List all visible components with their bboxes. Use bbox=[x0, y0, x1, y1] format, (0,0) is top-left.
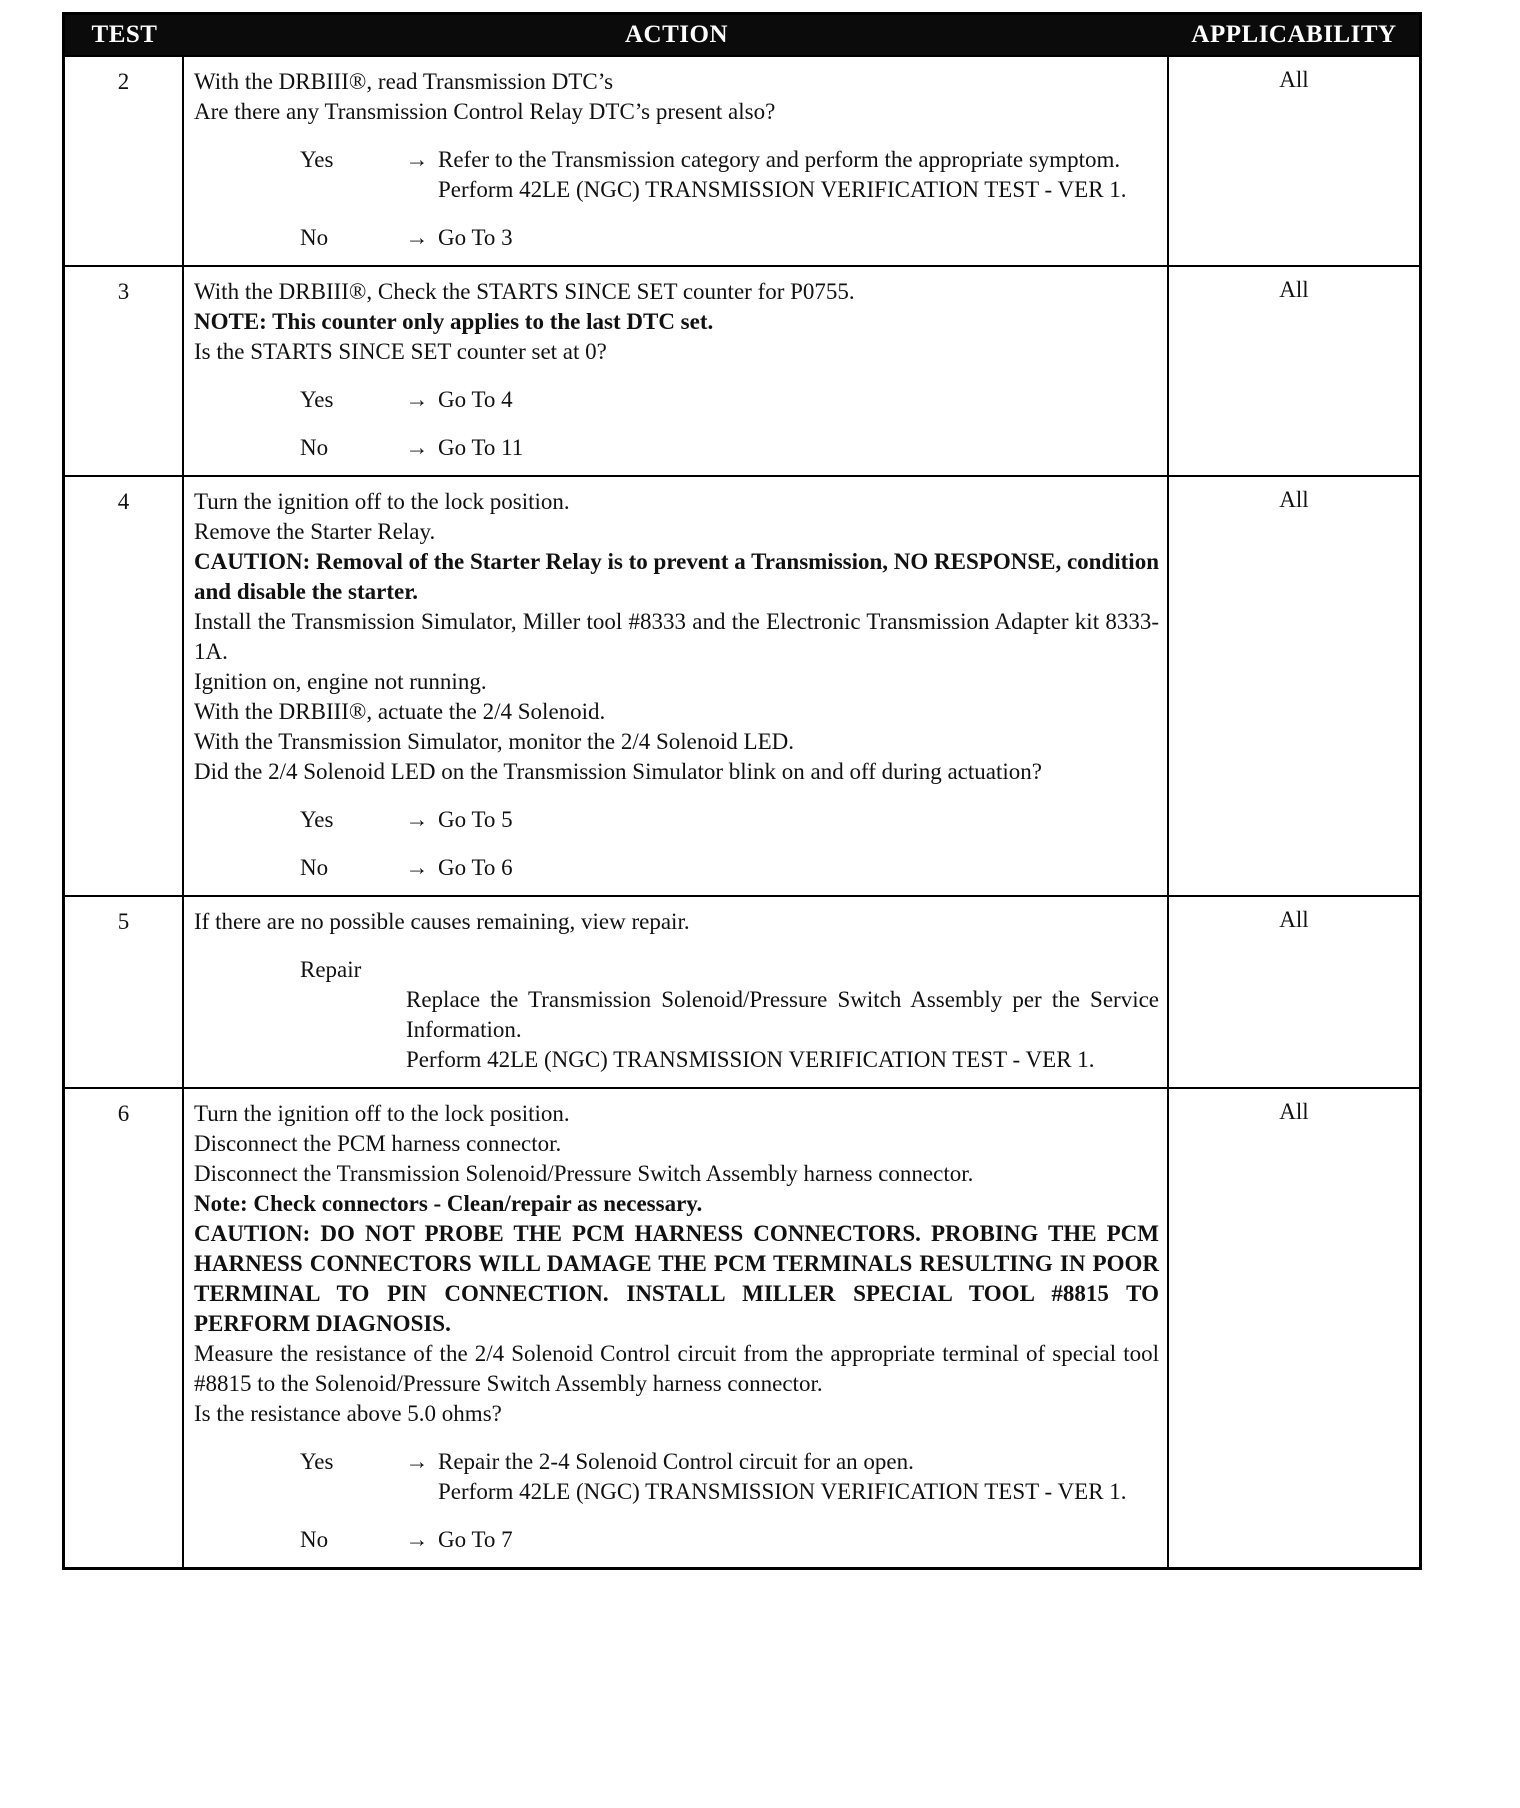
yes-text: Go To 5 bbox=[438, 807, 513, 832]
action-line: Turn the ignition off to the lock position. bbox=[194, 489, 570, 514]
no-option bbox=[194, 853, 1159, 883]
header-applicability: APPLICABILITY bbox=[1191, 21, 1397, 48]
action-cell bbox=[184, 477, 1169, 895]
no-text: Go To 7 bbox=[438, 1527, 513, 1552]
header-action: ACTION bbox=[624, 21, 728, 48]
no-label: No bbox=[300, 225, 329, 250]
caution-text: CAUTION: Removal of the Starter Relay is to prevent a Transmission, NO RESPONSE, condition and disable the starter. bbox=[194, 549, 1159, 604]
repair-text: Replace the Transmission Solenoid/Pressure Switch Assembly per the Service Information. bbox=[406, 987, 1159, 1042]
test-number: 6 bbox=[65, 1089, 184, 1567]
action-line: With the DRBIII®, Check the STARTS SINCE SET counter for P0755. bbox=[194, 279, 855, 304]
arrow-icon: → bbox=[405, 1449, 429, 1474]
applicability-value: All bbox=[1279, 907, 1309, 932]
arrow-icon: → bbox=[405, 387, 429, 412]
action-cell bbox=[184, 267, 1169, 475]
action-line: Disconnect the PCM harness connector. bbox=[194, 1131, 562, 1156]
no-text: Go To 6 bbox=[438, 855, 513, 880]
no-text: Go To 11 bbox=[438, 435, 524, 460]
applicability-value: All bbox=[1279, 277, 1309, 302]
action-line: With the DRBIII®, actuate the 2/4 Solenoid. bbox=[194, 699, 606, 724]
yes-option bbox=[194, 1447, 1159, 1507]
action-line: With the DRBIII®, read Transmission DTC’s bbox=[194, 69, 614, 94]
no-label: No bbox=[300, 1527, 329, 1552]
action-line: Measure the resistance of the 2/4 Solenoid Control circuit from the appropriate terminal of special tool #8815 to the Solenoid/Pressure Switch Assembly harness connector. bbox=[194, 1341, 1159, 1396]
yes-text-2: Perform 42LE (NGC) TRANSMISSION VERIFICATION TEST - VER 1. bbox=[438, 177, 1127, 202]
arrow-icon: → bbox=[405, 225, 429, 250]
no-label: No bbox=[300, 855, 329, 880]
yes-text: Go To 4 bbox=[438, 387, 513, 412]
applicability-value: All bbox=[1279, 1099, 1309, 1124]
yes-option bbox=[194, 385, 1159, 415]
action-line: With the Transmission Simulator, monitor the 2/4 Solenoid LED. bbox=[194, 729, 794, 754]
table-row bbox=[65, 475, 1419, 895]
table-row bbox=[65, 55, 1419, 265]
yes-option bbox=[194, 805, 1159, 835]
caution-text: CAUTION: DO NOT PROBE THE PCM HARNESS CONNECTORS. PROBING THE PCM HARNESS CONNECTORS WILL DAMAGE THE PCM TERMINALS RESULTING IN POOR TERMINAL TO PIN CONNECTION. INSTALL MILLER SPECIAL TOOL #8815 TO PERFORM DIAGNOSIS. bbox=[194, 1221, 1159, 1336]
action-line: Is the STARTS SINCE SET counter set at 0? bbox=[194, 339, 607, 364]
table-row bbox=[65, 895, 1419, 1087]
yes-option bbox=[194, 145, 1159, 205]
action-cell bbox=[184, 897, 1169, 1087]
test-number: 3 bbox=[65, 267, 184, 475]
action-line: Install the Transmission Simulator, Miller tool #8333 and the Electronic Transmission Adapter kit 8333-1A. bbox=[194, 609, 1159, 664]
repair-text-2: Perform 42LE (NGC) TRANSMISSION VERIFICATION TEST - VER 1. bbox=[406, 1047, 1095, 1072]
yes-label: Yes bbox=[300, 387, 334, 412]
test-number: 2 bbox=[65, 57, 184, 265]
diagnostic-table bbox=[62, 12, 1422, 1570]
action-cell bbox=[184, 57, 1169, 265]
action-line: Ignition on, engine not running. bbox=[194, 669, 487, 694]
table-header bbox=[65, 15, 1419, 55]
action-line: Remove the Starter Relay. bbox=[194, 519, 436, 544]
arrow-icon: → bbox=[405, 1527, 429, 1552]
test-number: 5 bbox=[65, 897, 184, 1087]
table-row bbox=[65, 1087, 1419, 1567]
no-option bbox=[194, 223, 1159, 253]
note-text: NOTE: This counter only applies to the last DTC set. bbox=[194, 309, 714, 334]
no-option bbox=[194, 1525, 1159, 1555]
yes-label: Yes bbox=[300, 807, 334, 832]
no-label: No bbox=[300, 435, 329, 460]
yes-label: Yes bbox=[300, 1449, 334, 1474]
action-cell bbox=[184, 1089, 1169, 1567]
action-line: Is the resistance above 5.0 ohms? bbox=[194, 1401, 502, 1426]
note-text: Note: Check connectors - Clean/repair as necessary. bbox=[194, 1191, 703, 1216]
no-option bbox=[194, 433, 1159, 463]
applicability-value: All bbox=[1279, 67, 1309, 92]
no-text: Go To 3 bbox=[438, 225, 513, 250]
applicability-value: All bbox=[1279, 487, 1309, 512]
action-line: Disconnect the Transmission Solenoid/Pressure Switch Assembly harness connector. bbox=[194, 1161, 974, 1186]
arrow-icon: → bbox=[405, 435, 429, 460]
action-line: Did the 2/4 Solenoid LED on the Transmission Simulator blink on and off during actuation? bbox=[194, 759, 1042, 784]
arrow-icon: → bbox=[405, 807, 429, 832]
yes-label: Yes bbox=[300, 147, 334, 172]
repair-label: Repair bbox=[300, 957, 362, 982]
yes-text: Repair the 2-4 Solenoid Control circuit for an open. bbox=[438, 1449, 914, 1474]
arrow-icon: → bbox=[405, 147, 429, 172]
action-line: Turn the ignition off to the lock position. bbox=[194, 1101, 570, 1126]
action-line: If there are no possible causes remaining, view repair. bbox=[194, 909, 690, 934]
header-test: TEST bbox=[91, 21, 158, 48]
table-row bbox=[65, 265, 1419, 475]
action-line: Are there any Transmission Control Relay DTC’s present also? bbox=[194, 99, 776, 124]
test-number: 4 bbox=[65, 477, 184, 895]
yes-text-2: Perform 42LE (NGC) TRANSMISSION VERIFICATION TEST - VER 1. bbox=[438, 1479, 1127, 1504]
yes-text: Refer to the Transmission category and perform the appropriate symptom. bbox=[438, 147, 1121, 172]
arrow-icon: → bbox=[405, 855, 429, 880]
